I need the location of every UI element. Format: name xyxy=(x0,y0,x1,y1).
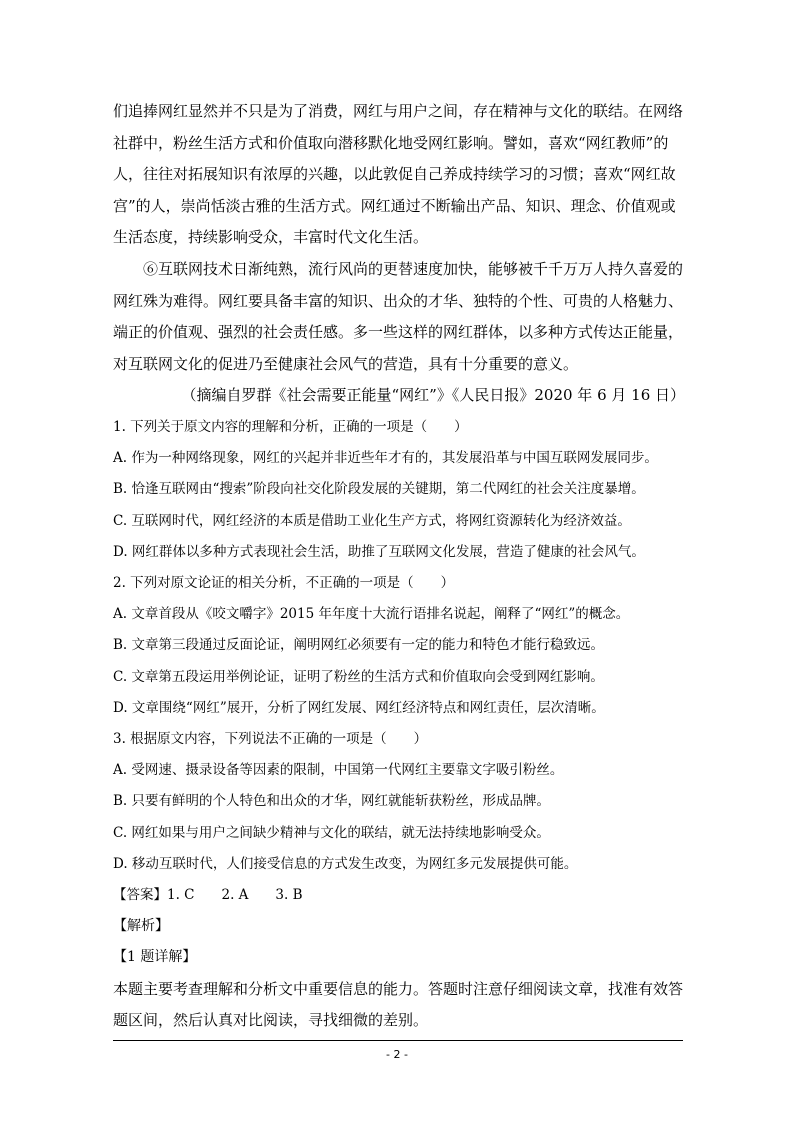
option-d: D. 文章围绕“网红”展开，分析了网红发展、网红经济特点和网红责任，层次清晰。 xyxy=(113,699,605,716)
question-2 xyxy=(113,568,685,724)
option-b: B. 文章第三段通过反面论证，阐明网红必须要有一定的能力和特色才能行稳致远。 xyxy=(113,637,605,654)
paragraph-6: ⑥互联网技术日渐纯熟，流行风尚的更替速度加快，能够被千千万万人持久喜爱的网红殊为难得。网红要具备丰富的知识、出众的才华、独特的个性、可贵的人格魅力、端正的价值观、强烈的社会责任感。多一些这样的网红群体，以多种方式传达正能量，对互联网文化的促进乃至健康社会风气的营造，具有十分重要的意义。 xyxy=(113,259,684,373)
page-number: - 2 - xyxy=(386,1048,408,1061)
paragraph-5-tail: 们追捧网红显然并不只是为了消费，网红与用户之间，存在精神与文化的联结。在网络社群中，粉丝生活方式和价值取向潜移默化地受网红影响。譬如，喜欢“网红教师”的人，往往对拓展知识有浓厚的兴趣，以此敦促自己养成持续学习的习惯；喜欢“网红故宫”的人，崇尚恬淡古雅的生活方式。网红通过不断输出产品、知识、理念、价值观或生活态度，持续影响受众，丰富时代文化生活。 xyxy=(113,102,684,247)
option-c: C. 互联网时代，网红经济的本质是借助工业化生产方式，将网红资源转化为经济效益。 xyxy=(113,512,631,529)
question-stem: 3. 根据原文内容，下列说法不正确的一项是（ ） xyxy=(113,730,428,747)
option-c: C. 网红如果与用户之间缺少精神与文化的联结，就无法持续地影响受众。 xyxy=(113,824,550,841)
option-a: A. 作为一种网络现象，网红的兴起并非近些年才有的，其发展沿革与中国互联网发展同步。 xyxy=(113,450,658,467)
question-1 xyxy=(113,412,685,568)
detail-label: 【1 题详解】 xyxy=(113,949,197,966)
source-citation: （摘编自罗群《社会需要正能量“网红”》《人民日报》2020 年 6 月 16 日） xyxy=(181,386,685,405)
option-d: D. 移动互联时代，人们接受信息的方式发生改变，为网红多元发展提供可能。 xyxy=(113,855,578,872)
analysis-label: 【解析】 xyxy=(113,918,169,935)
question-stem: 1. 下列关于原文内容的理解和分析，正确的一项是（ ） xyxy=(113,418,468,435)
question-3 xyxy=(113,724,685,880)
page-content xyxy=(113,96,685,1037)
option-a: A. 文章首段从《咬文嚼字》2015 年年度十大流行语排名说起，阐释了“网红”的概念。 xyxy=(113,606,630,623)
answer-line: 【答案】1. C 2. A 3. B xyxy=(113,886,303,903)
question-stem: 2. 下列对原文论证的相关分析，不正确的一项是（ ） xyxy=(113,574,455,591)
option-b: B. 恰逢互联网由“搜索”阶段向社交化阶段发展的关键期，第二代网红的社会关注度暴增。 xyxy=(113,481,645,498)
option-a: A. 受网速、摄录设备等因素的限制，中国第一代网红主要靠文字吸引粉丝。 xyxy=(113,762,564,779)
option-b: B. 只要有鲜明的个人特色和出众的才华，网红就能斩获粉丝，形成品牌。 xyxy=(113,793,551,810)
footer-divider xyxy=(113,1040,683,1041)
option-c: C. 文章第五段运用举例论证，证明了粉丝的生活方式和价值取向会受到网红影响。 xyxy=(113,668,604,685)
detail-text: 本题主要考查理解和分析文中重要信息的能力。答题时注意仔细阅读文章，找准有效答题区间，然后认真对比阅读，寻找细微的差别。 xyxy=(113,979,684,1030)
option-d: D. 网红群体以多种方式表现社会生活，助推了互联网文化发展，营造了健康的社会风气。 xyxy=(113,543,645,560)
